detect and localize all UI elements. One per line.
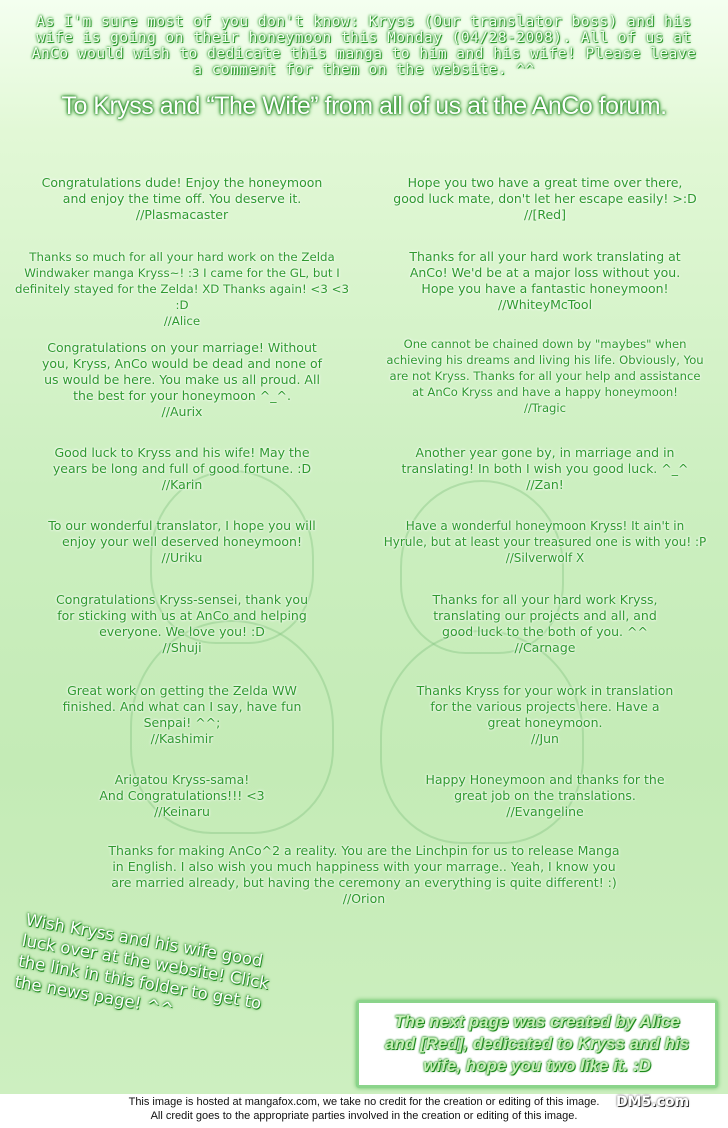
message-red [372, 175, 718, 223]
message-text: Thanks Kryss for your work in translation for the various projects here. Have a great honeymoon. [416, 683, 674, 730]
intro-text: As I'm sure most of you don't know: Kryss (Our translator boss) and his wife is going on their honeymoon this Monday (04/28-2008). All of us at AnCo would wish to dedicate this manga to him and his wife! Please leave a comment for them on the website. ^^ [31, 14, 697, 78]
message-whiteymctool [372, 249, 718, 313]
message-signature: //Keinaru [154, 804, 210, 819]
message-signature: //Jun [531, 731, 559, 746]
message-signature: //Orion [342, 891, 386, 906]
message-text: Thanks so much for all your hard work on the Zelda Windwaker manga Kryss~! :3 I came for the GL, but I definitely stayed for the Zelda! XD Thanks again! <3 <3 :D [15, 250, 349, 312]
message-signature: //Carnage [514, 640, 576, 655]
message-shuji [8, 592, 356, 656]
message-text: Thanks for making AnCo^2 a reality. You are the Linchpin for us to release Manga in English. I also wish you much happiness with your marrage.. Yeah, I know you are married already, but having the ceremony an everything is quite different! :) [108, 843, 620, 890]
message-signature: //WhiteyMcTool [497, 297, 593, 312]
message-text: Happy Honeymoon and thanks for the great job on the translations. [425, 772, 665, 803]
credit-box [356, 1000, 718, 1088]
hosting-footer: This image is hosted at mangafox.com, we take no credit for the creation or editing of this image. All credit goes to the appropriate parties involved in the creation or editing of this image. [128, 1096, 600, 1122]
message-alice [8, 249, 356, 329]
message-signature: //Alice [163, 314, 201, 328]
message-signature: //Zan! [526, 477, 564, 492]
message-signature: //Uriku [161, 550, 203, 565]
message-text: Great work on getting the Zelda WW finished. And what can I say, have fun Senpai! ^^; [62, 683, 302, 730]
message-text: One cannot be chained down by "maybes" when achieving his dreams and living his life. Obviously, You are not Kryss. Thanks for all your help and assistance at AnCo Kryss and have a happy honeymoon! [386, 337, 704, 399]
message-kashimir [8, 683, 356, 747]
message-keinaru [8, 772, 356, 820]
site-watermark: DM5.com [616, 1094, 690, 1110]
message-zan [372, 445, 718, 493]
message-text: Hope you two have a great time over there, good luck mate, don't let her escape easily! >:D [393, 175, 697, 206]
dedication-heading: To Kryss and “The Wife” from all of us at the AnCo forum. [61, 92, 667, 120]
message-signature: //Silverwolf X [505, 551, 585, 565]
message-signature: //Karin [161, 477, 203, 492]
message-evangeline [372, 772, 718, 820]
message-carnage [372, 592, 718, 656]
message-aurix [8, 340, 356, 420]
credit-text: The next page was created by Alice and [Red], dedicated to Kryss and his wife, hope you two like it. :D [384, 1012, 690, 1075]
message-signature: //Tragic [523, 401, 566, 415]
message-signature: //Plasmacaster [135, 207, 229, 222]
message-uriku [8, 518, 356, 566]
message-silverwolf [372, 518, 718, 566]
message-text: Congratulations dude! Enjoy the honeymoon and enjoy the time off. You deserve it. [41, 175, 323, 206]
message-text: Have a wonderful honeymoon Kryss! It ain't in Hyrule, but at least your treasured one is with you! :P [383, 519, 707, 549]
message-text: Thanks for all your hard work translating at AnCo! We'd be at a major loss without you. Hope you have a fantastic honeymoon! [409, 249, 681, 296]
message-plasmacaster [8, 175, 356, 223]
message-signature: //Kashimir [150, 731, 214, 746]
message-text: Good luck to Kryss and his wife! May the years be long and full of good fortune. :D [52, 445, 312, 476]
message-text: Congratulations Kryss-sensei, thank you for sticking with us at AnCo and helping everyone. We love you! :D [55, 592, 309, 639]
message-text: Arigatou Kryss-sama! And Congratulations!!! <3 [99, 772, 265, 803]
message-orion [60, 843, 668, 907]
message-signature: //Aurix [161, 404, 203, 419]
message-signature: //[Red] [524, 207, 566, 222]
message-text: Another year gone by, in marriage and in translating! In both I wish you good luck. ^_^ [401, 445, 689, 476]
message-text: Congratulations on your marriage! Without you, Kryss, AnCo would be dead and none of us would be here. You make us all proud. All the best for your honeymoon ^_^. [41, 340, 323, 403]
message-signature: //Evangeline [506, 804, 584, 819]
message-jun [372, 683, 718, 747]
message-karin [8, 445, 356, 493]
message-text: Thanks for all your hard work Kryss, translating our projects and all, and good luck to the both of you. ^^ [432, 592, 658, 639]
message-tragic [372, 336, 718, 416]
handwritten-note: Wish Kryss and his wife good luck over at the website! Click the link in this folder to get to the news page! ^^ [13, 910, 271, 1019]
message-signature: //Shuji [162, 640, 202, 655]
message-text: To our wonderful translator, I hope you will enjoy your well deserved honeymoon! [48, 518, 316, 549]
